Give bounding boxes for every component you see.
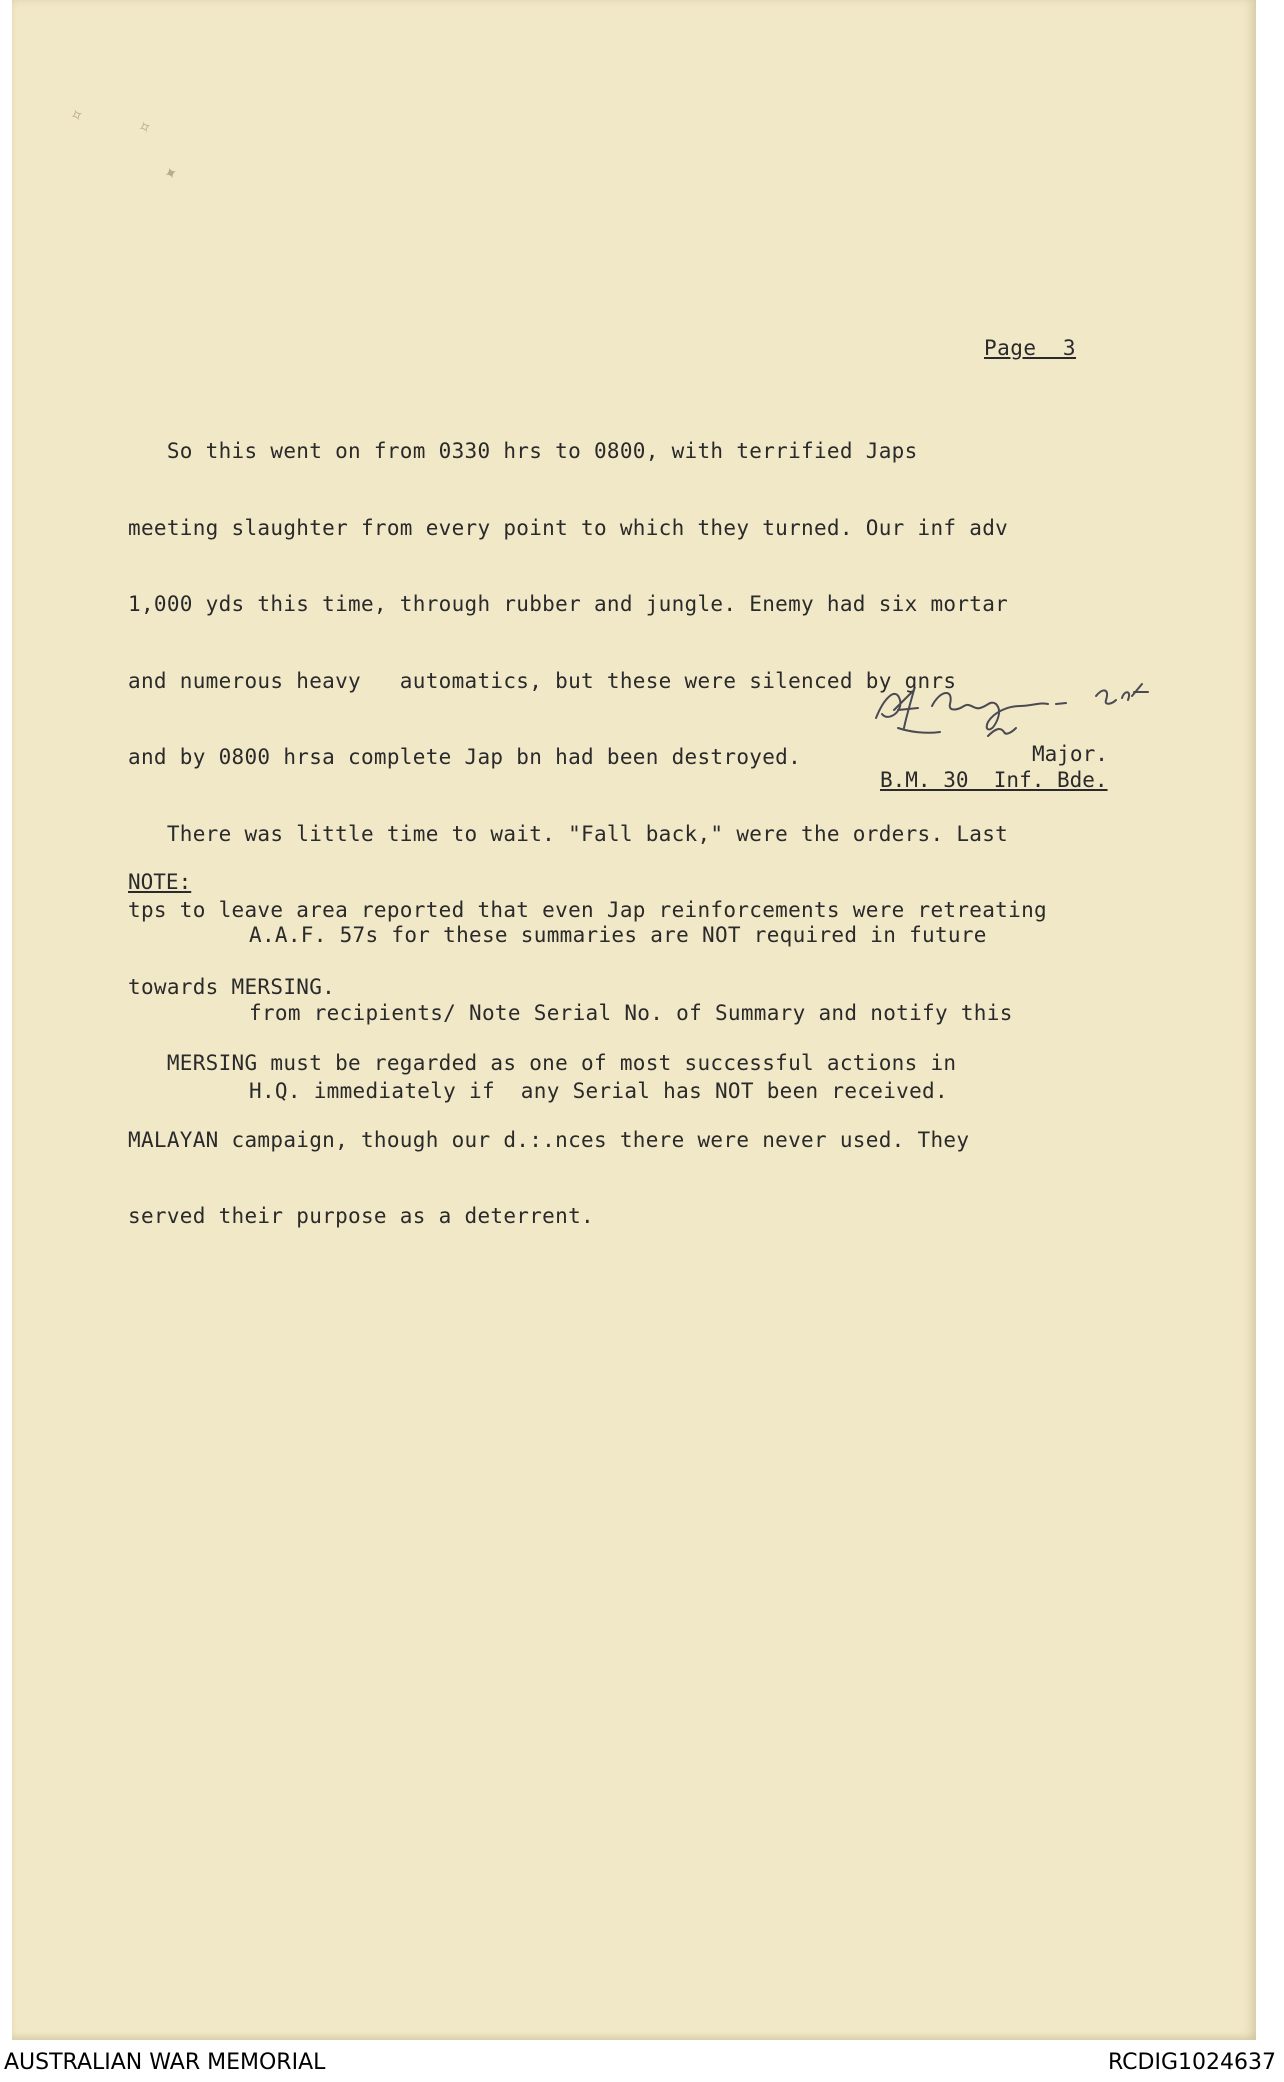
embossed-mark: ✦ [160,158,182,187]
archive-footer [0,2046,1284,2082]
note-line: from recipients/ Note Serial No. of Summary and notify this [249,1001,1013,1025]
embossed-mark: ✧ [134,112,156,141]
note-line: H.Q. immediately if any Serial has NOT been received. [249,1079,948,1103]
note-text [249,870,1013,1156]
page-number: Page 3 [984,336,1077,360]
body-line: So this went on from 0330 hrs to 0800, with terrified Japs [128,439,918,463]
signatory-rank: Major. [1032,742,1108,766]
body-line: meeting slaughter from every point to which they turned. Our inf adv [128,515,1009,540]
body-line: 1,000 yds this time, through rubber and jungle. Enemy had six mortar [128,592,1009,616]
body-line: served their purpose as a deterrent. [128,1204,594,1228]
handwritten-signature [870,670,1190,740]
footer-catalog-id: RCDIG1024637 [1107,2050,1276,2075]
note-line: A.A.F. 57s for these summaries are NOT required in future [249,923,987,947]
document-page [12,0,1256,2040]
body-line: MALAYAN campaign, though our d.:.nces there were never used. They [128,1127,970,1152]
footer-institution: AUSTRALIAN WAR MEMORIAL [4,2050,326,2075]
signatory-unit: B.M. 30 Inf. Bde. [880,768,1108,792]
body-line: tps to leave area reported that even Jap reinforcements were retreating [128,898,1047,922]
body-line: towards MERSING. [128,974,336,999]
body-line: and numerous heavy automatics, but these were silenced by gnrs [128,668,957,693]
body-line: There was little time to wait. "Fall back," were the orders. Last [128,821,1009,846]
body-line: MERSING must be regarded as one of most successful actions in [128,1051,957,1075]
embossed-mark: ✧ [66,100,88,129]
note-label: NOTE: [128,870,192,894]
body-line: and by 0800 hrsa complete Jap bn had been destroyed. [128,745,802,769]
